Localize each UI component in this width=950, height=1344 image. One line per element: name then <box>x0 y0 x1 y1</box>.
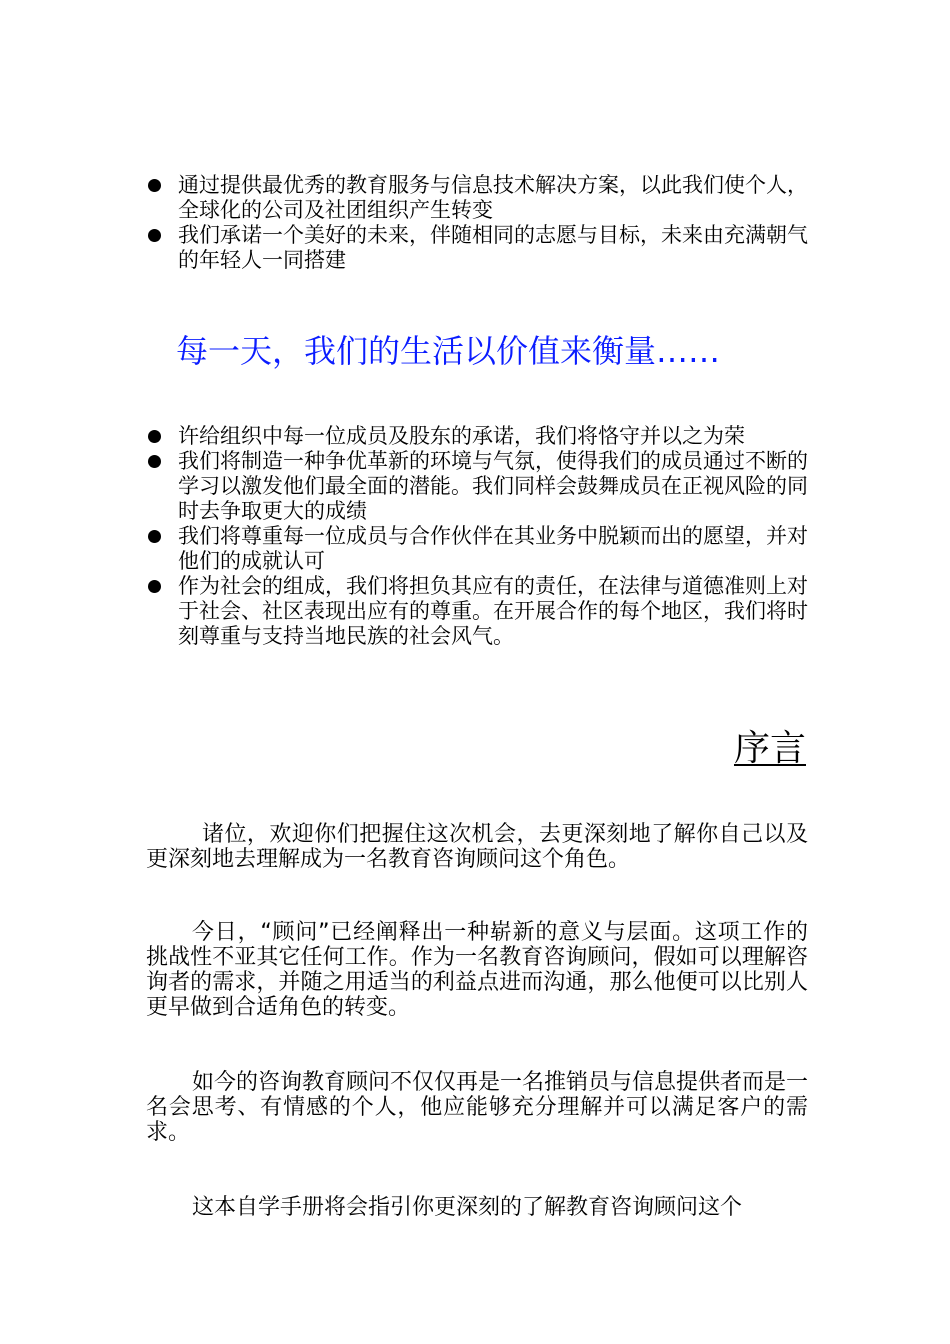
bullet-text: 许给组织中每一位成员及股东的承诺，我们将恪守并以之为荣 <box>178 424 745 448</box>
list-item <box>148 223 808 273</box>
preface-title: 序言 <box>733 728 806 769</box>
intro-bullet-list <box>148 173 808 273</box>
bullet-icon <box>148 229 161 242</box>
preface-paragraph: 诸位，欢迎你们把握住这次机会，去更深刻地了解你自己以及更深刻地去理解成为一名教育咨询顾问这个角色。 <box>146 822 808 872</box>
preface-paragraph: 这本自学手册将会指引你更深刻的了解教育咨询顾问这个 <box>192 1195 743 1220</box>
bullet-icon <box>148 580 161 593</box>
list-item <box>148 449 808 524</box>
bullet-icon <box>148 179 161 192</box>
bullet-text: 通过提供最优秀的教育服务与信息技术解决方案，以此我们使个人，全球化的公司及社团组织产生转变 <box>178 173 808 222</box>
list-item <box>148 173 808 223</box>
list-item <box>148 424 808 449</box>
bullet-icon <box>148 455 161 468</box>
bullet-text: 我们将尊重每一位成员与合作伙伴在其业务中脱颖而出的愿望，并对他们的成就认可 <box>178 524 808 573</box>
preface-paragraph: 今日，“顾问”已经阐释出一种崭新的意义与层面。这项工作的挑战性不亚其它任何工作。作为一名教育咨询顾问，假如可以理解咨询者的需求，并随之用适当的利益点进而沟通，那么他便可以比别人更早做到合适角色的转变。 <box>146 920 809 1020</box>
preface-paragraph: 如今的咨询教育顾问不仅仅再是一名推销员与信息提供者而是一名会思考、有情感的个人，他应能够充分理解并可以满足客户的需求。 <box>146 1070 809 1145</box>
bullet-icon <box>148 530 161 543</box>
list-item <box>148 524 808 574</box>
bullet-text: 作为社会的组成，我们将担负其应有的责任，在法律与道德准则上对于社会、社区表现出应有的尊重。在开展合作的每个地区，我们将时刻尊重与支持当地民族的社会风气。 <box>178 574 808 648</box>
bullet-text: 我们将制造一种争优革新的环境与气氛，使得我们的成员通过不断的学习以激发他们最全面的潜能。我们同样会鼓舞成员在正视风险的同时去争取更大的成绩 <box>178 449 808 523</box>
bullet-text: 我们承诺一个美好的未来，伴随相同的志愿与目标，未来由充满朝气的年轻人一同搭建 <box>178 223 808 272</box>
motto-heading: 每一天，我们的生活以价值来衡量…… <box>176 332 721 370</box>
list-item <box>148 574 808 649</box>
bullet-icon <box>148 430 161 443</box>
values-bullet-list <box>148 424 808 649</box>
